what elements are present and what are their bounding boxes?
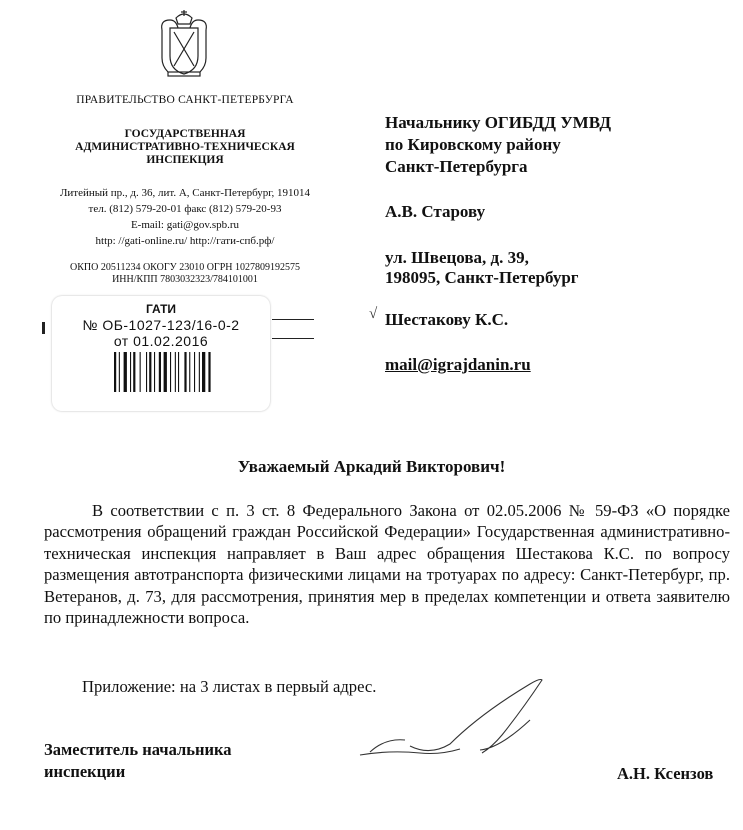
- agency-contacts: [40, 185, 330, 249]
- agency-name-line: АДМИНИСТРАТИВНО-ТЕХНИЧЕСКАЯ: [75, 141, 295, 153]
- agency-address: Литейный пр., д. 36, лит. А, Санкт-Петербург, 191014: [59, 187, 311, 199]
- recipient-address-city: 198095, Санкт-Петербург: [385, 268, 579, 287]
- registration-stamp: [52, 296, 270, 411]
- letter-body-text: В соответствии с п. 3 ст. 8 Федерального Закона от 02.05.2006 № 59-ФЗ «О порядке рассмотрения обращений граждан Российской Федерации» Государственная административно-техническая инспекция направляет в Ваш адрес обращения Шестакова К.С. по вопросу размещения автотранспорта физическими лицами на тротуарах по адресу: Санкт-Петербург, пр. Ветеранов, д. 73, для рассмотрения, принятия мер в пределах компетенции и ответа заявителю по принадлежности вопроса.: [44, 501, 730, 628]
- agency-name-line: ГОСУДАРСТВЕННАЯ: [124, 128, 246, 140]
- number-line: [272, 338, 314, 339]
- agency-registration-codes: [40, 262, 330, 286]
- signer-title: инспекции: [44, 762, 126, 781]
- margin-mark: [42, 322, 45, 334]
- date-line: [272, 319, 314, 320]
- handwritten-signature: [330, 660, 580, 780]
- recipient-position-line: по Кировскому району: [385, 135, 561, 154]
- stamp-org: ГАТИ: [145, 302, 177, 316]
- agency-name-line: ИНСПЕКЦИЯ: [146, 154, 224, 166]
- stamp-date: от 01.02.2016: [113, 333, 209, 349]
- agency-name: [60, 128, 310, 167]
- coat-of-arms-icon: [158, 8, 210, 80]
- agency-codes: ОКПО 20511234 ОКОГУ 23010 ОГРН 1027809192575: [70, 262, 300, 273]
- check-mark-icon: √: [369, 306, 378, 322]
- recipient-address-street: ул. Швецова, д. 39,: [385, 248, 529, 267]
- signer-title: Заместитель начальника: [44, 740, 232, 759]
- recipient-name: А.В. Старову: [385, 202, 486, 221]
- stamp-number: № ОБ-1027-123/16-0-2: [82, 317, 240, 333]
- letter-attachment: Приложение: на 3 листах в первый адрес.: [82, 677, 377, 696]
- barcode-icon: [114, 352, 244, 392]
- recipient-position-line: Санкт-Петербурга: [385, 157, 528, 176]
- letter-greeting: Уважаемый Аркадий Викторович!: [237, 457, 506, 476]
- recipient-position-line: Начальнику ОГИБДД УМВД: [385, 113, 612, 132]
- recipient-position: [385, 112, 725, 178]
- agency-email: E-mail: gati@gov.spb.ru: [130, 219, 240, 231]
- agency-inn: ИНН/КПП 7803032323/784101001: [112, 274, 258, 285]
- copy-recipient: Шестакову К.С.: [385, 310, 509, 329]
- signer-name: А.Н. Ксензов: [617, 764, 714, 783]
- letter-body: [44, 500, 730, 628]
- government-title: ПРАВИТЕЛЬСТВО САНКТ-ПЕТЕРБУРГА: [76, 94, 294, 106]
- agency-phone: тел. (812) 579-20-01 факс (812) 579-20-93: [88, 203, 282, 215]
- recipient-email-link[interactable]: mail@igrajdanin.ru: [385, 355, 531, 374]
- agency-websites: http: //gati-online.ru/ http://гати-спб.рф/: [95, 235, 275, 247]
